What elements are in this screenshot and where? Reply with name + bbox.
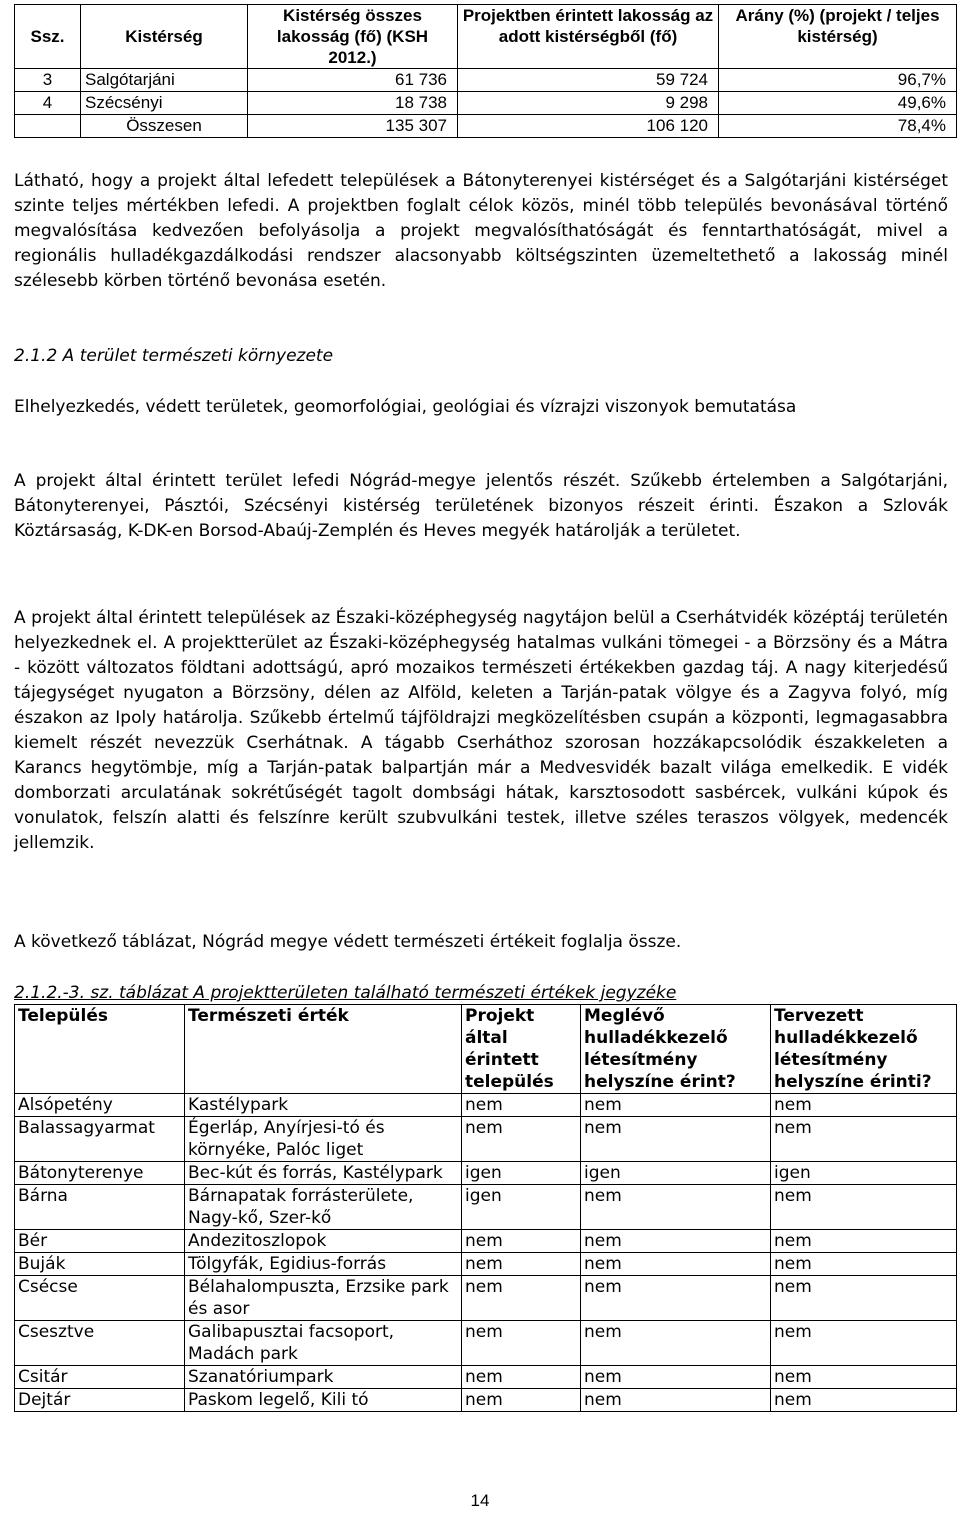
cell-natural-value: Paskom legelő, Kili tó	[185, 1389, 462, 1412]
cell-planned-facility: nem	[771, 1117, 957, 1162]
cell-planned-facility: nem	[771, 1321, 957, 1366]
cell-existing-facility: nem	[581, 1094, 771, 1117]
cell-project-affected: igen	[462, 1185, 581, 1230]
cell-natural-value: Tölgyfák, Egidius-forrás	[185, 1253, 462, 1276]
header-planned-facility: Tervezett hulladékkezelő létesítmény helyszíne érinti?	[771, 1005, 957, 1094]
cell-planned-facility: nem	[771, 1276, 957, 1321]
cell-existing-facility: nem	[581, 1230, 771, 1253]
cell-town: Bárna	[15, 1185, 185, 1230]
cell-project: 9 298	[458, 92, 719, 115]
cell-ssz: 3	[15, 69, 81, 92]
header-total-population: Kistérség összes lakosság (fő) (KSH 2012.)	[248, 5, 458, 69]
cell-existing-facility: igen	[581, 1162, 771, 1185]
cell-project-affected: nem	[462, 1276, 581, 1321]
cell-existing-facility: nem	[581, 1366, 771, 1389]
cell-project-affected: nem	[462, 1321, 581, 1366]
cell-project-affected: nem	[462, 1253, 581, 1276]
section-subheading: Elhelyezkedés, védett területek, geomorfológiai, geológiai és vízrajzi viszonyok bemutatása	[14, 397, 797, 417]
cell-planned-facility: nem	[771, 1389, 957, 1412]
cell-project-affected: nem	[462, 1366, 581, 1389]
cell-total: 18 738	[248, 92, 458, 115]
table-row	[15, 92, 957, 115]
cell-town: Alsópetény	[15, 1094, 185, 1117]
header-natural-value: Természeti érték	[185, 1005, 462, 1094]
cell-natural-value: Égerláp, Anyírjesi-tó és környéke, Palóc liget	[185, 1117, 462, 1162]
cell-natural-value: Bárnapatak forrásterülete, Nagy-kő, Szer-kő	[185, 1185, 462, 1230]
cell-town: Buják	[15, 1253, 185, 1276]
table-row	[15, 69, 957, 92]
cell-natural-value: Bélahalompuszta, Erzsike park és asor	[185, 1276, 462, 1321]
table-row	[15, 1253, 957, 1276]
table-row	[15, 1117, 957, 1162]
cell-planned-facility: nem	[771, 1366, 957, 1389]
cell-project-affected: nem	[462, 1117, 581, 1162]
cell-existing-facility: nem	[581, 1117, 771, 1162]
cell-project-affected: nem	[462, 1389, 581, 1412]
cell-total: 135 307	[248, 115, 458, 138]
cell-project-affected: nem	[462, 1094, 581, 1117]
cell-ratio: 49,6%	[719, 92, 957, 115]
paragraph-landscape: A projekt által érintett települések az Északi-középhegység nagytájon belül a Cserhátvidék középtáj területén helyezkednek el. A projektterület az Északi-középhegység hatalmas vulkáni tömegei - a Börzsöny és a Mátra - között változatos földtani adottságú, apró mozaikos természeti értékekben gazdag táj. A nagy kiterjedésű tájegységet nyugaton a Börzsöny, délen az Alföld, keleten a Tarján-patak völgye és a Zagyva folyó, míg északon az Ipoly határolja. Szűkebb értelmű tájföldrajzi megközelítésben csupán a központi, legmagasabbra kiemelt részét nevezzük Cserhátnak. A tágabb Cserháthoz szorosan hozzákapcsolódik északkeleten a Karancs hegytömbje, míg a Tarján-patak balpartján már a Medvesvidék bazalt világa emelkedik. E vidék domborzati arculatának sokrétűségét tagolt dombsági hátak, karsztosodott sasbércek, vulkáni kúpok és vonulatok, felszín alatti és felszínre került szubvulkáni testek, illetve széles teraszos völgyek, medencék jellemzik.	[14, 608, 948, 853]
header-existing-facility: Meglévő hulladékkezelő létesítmény helyszíne érint?	[581, 1005, 771, 1094]
section-heading: 2.1.2 A terület természeti környezete	[14, 346, 334, 366]
header-town: Település	[15, 1005, 185, 1094]
cell-name: Összesen	[81, 115, 248, 138]
table-row	[15, 1366, 957, 1389]
paragraph-table-intro: A következő táblázat, Nógrád megye védett természeti értékeit foglalja össze.	[14, 932, 682, 952]
table-row	[15, 1389, 957, 1412]
natural-values-table	[14, 1004, 957, 1412]
table-row	[15, 1185, 957, 1230]
header-ratio: Arány (%) (projekt / teljes kistérség)	[719, 5, 957, 69]
cell-town: Bátonyterenye	[15, 1162, 185, 1185]
cell-town: Csécse	[15, 1276, 185, 1321]
cell-town: Balassagyarmat	[15, 1117, 185, 1162]
cell-project: 106 120	[458, 115, 719, 138]
cell-natural-value: Kastélypark	[185, 1094, 462, 1117]
summary-table-header	[15, 5, 957, 69]
table-row	[15, 1230, 957, 1253]
table-row	[15, 1162, 957, 1185]
cell-town: Bér	[15, 1230, 185, 1253]
cell-planned-facility: nem	[771, 1094, 957, 1117]
table-row	[15, 1094, 957, 1117]
cell-natural-value: Galibapusztai facsoport, Madách park	[185, 1321, 462, 1366]
cell-name: Salgótarjáni	[81, 69, 248, 92]
cell-existing-facility: nem	[581, 1185, 771, 1230]
cell-project: 59 724	[458, 69, 719, 92]
table-caption: 2.1.2.-3. sz. táblázat A projektterületen található természeti értékek jegyzéke	[14, 983, 677, 1003]
cell-planned-facility: nem	[771, 1253, 957, 1276]
cell-ratio: 78,4%	[719, 115, 957, 138]
cell-existing-facility: nem	[581, 1321, 771, 1366]
table-row	[15, 1276, 957, 1321]
table-row	[15, 115, 957, 138]
header-kisterseg: Kistérség	[81, 5, 248, 69]
cell-planned-facility: nem	[771, 1185, 957, 1230]
cell-ssz: 4	[15, 92, 81, 115]
cell-name: Szécsényi	[81, 92, 248, 115]
cell-town: Csesztve	[15, 1321, 185, 1366]
header-project-affected: Projekt által érintett település	[462, 1005, 581, 1094]
cell-existing-facility: nem	[581, 1253, 771, 1276]
cell-town: Csitár	[15, 1366, 185, 1389]
cell-project-affected: igen	[462, 1162, 581, 1185]
summary-table	[14, 4, 957, 138]
cell-ssz	[15, 115, 81, 138]
cell-total: 61 736	[248, 69, 458, 92]
paragraph-coverage: Látható, hogy a projekt által lefedett települések a Bátonyterenyei kistérséget és a Salgótarjáni kistérséget szinte teljes mértékben lefedi. A projektben foglalt célok közös, minél több település bevonásával történő megvalósítása kedvezően befolyásolja a projekt megvalósíthatóságát és fenntarthatóságát, mivel a regionális hulladékgazdálkodási rendszer alacsonyabb költségszinten üzemeltethető a lakosság minél szélesebb körben történő bevonása esetén.	[14, 171, 948, 291]
cell-natural-value: Andezitoszlopok	[185, 1230, 462, 1253]
header-project-population: Projektben érintett lakosság az adott kistérségből (fő)	[458, 5, 719, 69]
page-number: 14	[470, 1491, 490, 1510]
paragraph-area: A projekt által érintett terület lefedi Nógrád-megye jelentős részét. Szűkebb értelemben a Salgótarjáni, Bátonyterenyei, Pásztói, Szécsényi kistérség területének bizonyos részeit érinti. Északon a Szlovák Köztársaság, K-DK-en Borsod-Abaúj-Zemplén és Heves megyék határolják a területet.	[14, 471, 948, 541]
cell-town: Dejtár	[15, 1389, 185, 1412]
cell-ratio: 96,7%	[719, 69, 957, 92]
cell-natural-value: Bec-kút és forrás, Kastélypark	[185, 1162, 462, 1185]
cell-existing-facility: nem	[581, 1276, 771, 1321]
cell-project-affected: nem	[462, 1230, 581, 1253]
table-row	[15, 1321, 957, 1366]
cell-planned-facility: igen	[771, 1162, 957, 1185]
cell-planned-facility: nem	[771, 1230, 957, 1253]
values-table-header	[15, 1005, 957, 1094]
header-ssz: Ssz.	[15, 5, 81, 69]
cell-natural-value: Szanatóriumpark	[185, 1366, 462, 1389]
cell-existing-facility: nem	[581, 1389, 771, 1412]
